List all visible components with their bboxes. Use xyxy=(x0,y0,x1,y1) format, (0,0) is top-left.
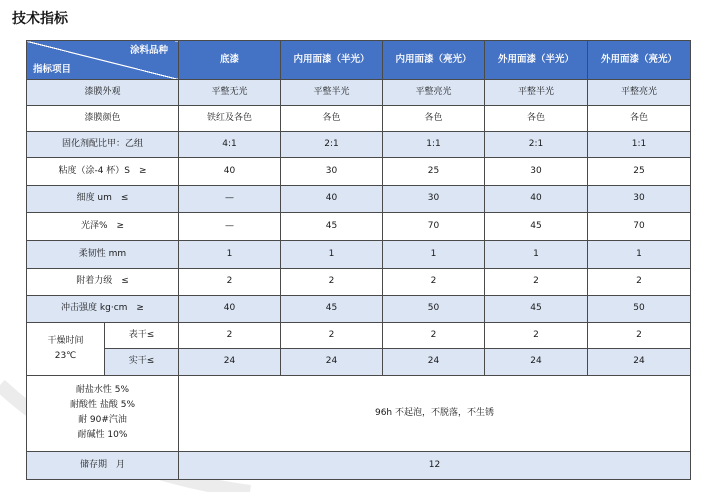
table-cell: 1 xyxy=(281,241,383,268)
table-cell: 平整亮光 xyxy=(383,80,485,105)
column-header: 底漆 xyxy=(179,41,281,80)
storage-value: 12 xyxy=(179,451,691,479)
table-cell: 40 xyxy=(485,185,588,212)
table-cell: 2 xyxy=(281,323,383,349)
resistance-label: 耐碱性 10% xyxy=(77,430,128,441)
header-corner-top: 涂料品种 xyxy=(129,45,168,56)
column-header: 内用面漆（亮光） xyxy=(383,41,485,80)
table-cell: 2 xyxy=(383,323,485,349)
spec-table xyxy=(26,40,691,480)
row-label: 附着力级 ≤ xyxy=(27,268,179,295)
table-cell: 平整亮光 xyxy=(588,80,691,105)
table-cell: 30 xyxy=(383,185,485,212)
table-row xyxy=(27,80,691,105)
table-row xyxy=(27,105,691,131)
table-cell: 50 xyxy=(383,295,485,322)
page-title: 技术指标 xyxy=(12,11,68,27)
table-cell: 2 xyxy=(383,268,485,295)
table-cell: 2 xyxy=(179,323,281,349)
table-row-storage xyxy=(27,451,691,479)
table-row-hard-dry xyxy=(27,349,691,375)
table-cell: 1 xyxy=(179,241,281,268)
table-row xyxy=(27,132,691,158)
table-cell: 1 xyxy=(588,241,691,268)
table-cell: 1 xyxy=(383,241,485,268)
table-row-resistance xyxy=(27,375,691,451)
table-row xyxy=(27,185,691,212)
resistance-label: 耐酸性 盐酸 5% xyxy=(70,400,135,411)
column-header: 外用面漆（亮光） xyxy=(588,41,691,80)
table-cell: — xyxy=(179,185,281,212)
table-cell: 各色 xyxy=(281,105,383,131)
table-cell: 2 xyxy=(588,268,691,295)
row-label: 冲击强度 kg·cm ≥ xyxy=(27,295,179,322)
table-cell: 24 xyxy=(485,349,588,375)
row-label: 储存期 月 xyxy=(27,451,179,479)
resistance-value: 96h 不起泡，不脱落，不生锈 xyxy=(179,375,691,451)
table-cell: 45 xyxy=(485,212,588,240)
row-label: 漆膜外观 xyxy=(27,80,179,105)
table-cell: 各色 xyxy=(383,105,485,131)
table-cell: 24 xyxy=(383,349,485,375)
resistance-labels xyxy=(27,375,179,451)
table-cell: 30 xyxy=(485,158,588,185)
row-label: 细度 um ≤ xyxy=(27,185,179,212)
row-label: 柔韧性 mm xyxy=(27,241,179,268)
table-row xyxy=(27,212,691,240)
table-cell: 40 xyxy=(179,158,281,185)
table-cell: 2:1 xyxy=(485,132,588,158)
table-cell: 45 xyxy=(485,295,588,322)
table-cell: 40 xyxy=(179,295,281,322)
table-row xyxy=(27,158,691,185)
resistance-label: 耐 90#汽油 xyxy=(78,415,127,426)
table-cell: 2 xyxy=(485,268,588,295)
table-cell: 45 xyxy=(281,212,383,240)
column-header: 外用面漆（半光） xyxy=(485,41,588,80)
table-row xyxy=(27,268,691,295)
table-cell: 4:1 xyxy=(179,132,281,158)
table-cell: 25 xyxy=(383,158,485,185)
table-cell: 2 xyxy=(281,268,383,295)
table-cell: 25 xyxy=(588,158,691,185)
table-cell: 45 xyxy=(281,295,383,322)
table-cell: 70 xyxy=(383,212,485,240)
table-cell: 铁红及各色 xyxy=(179,105,281,131)
table-cell: 30 xyxy=(588,185,691,212)
row-label: 粘度（涂-4 杯）S ≥ xyxy=(27,158,179,185)
table-cell: 50 xyxy=(588,295,691,322)
table-cell: 1 xyxy=(485,241,588,268)
header-corner-cell xyxy=(27,41,179,80)
header-corner-bottom: 指标项目 xyxy=(33,63,72,75)
table-cell: 24 xyxy=(281,349,383,375)
drying-time-label-line2: 23℃ xyxy=(54,350,77,361)
table-cell: 70 xyxy=(588,212,691,240)
row-label: 漆膜颜色 xyxy=(27,105,179,131)
column-header: 内用面漆（半光） xyxy=(281,41,383,80)
resistance-label: 耐盐水性 5% xyxy=(75,385,130,396)
table-cell: 24 xyxy=(588,349,691,375)
row-label: 实干≤ xyxy=(105,349,179,375)
table-cell: — xyxy=(179,212,281,240)
table-cell: 平整无光 xyxy=(179,80,281,105)
table-cell: 2:1 xyxy=(281,132,383,158)
table-cell: 平整半光 xyxy=(485,80,588,105)
drying-time-label xyxy=(27,323,105,376)
row-label: 表干≤ xyxy=(105,323,179,349)
table-row xyxy=(27,241,691,268)
table-cell: 24 xyxy=(179,349,281,375)
table-row-surface-dry xyxy=(27,323,691,349)
table-cell: 2 xyxy=(179,268,281,295)
table-cell: 40 xyxy=(281,185,383,212)
drying-time-label-line1: 干燥时间 xyxy=(47,335,84,346)
header-row xyxy=(27,41,691,80)
row-label: 固化剂配比甲：乙组 xyxy=(27,132,179,158)
table-cell: 30 xyxy=(281,158,383,185)
table-cell: 1:1 xyxy=(588,132,691,158)
row-label: 光泽% ≥ xyxy=(27,212,179,240)
table-cell: 平整半光 xyxy=(281,80,383,105)
table-cell: 2 xyxy=(485,323,588,349)
table-cell: 各色 xyxy=(485,105,588,131)
table-cell: 1:1 xyxy=(383,132,485,158)
table-cell: 2 xyxy=(588,323,691,349)
table-row xyxy=(27,295,691,322)
table-cell: 各色 xyxy=(588,105,691,131)
